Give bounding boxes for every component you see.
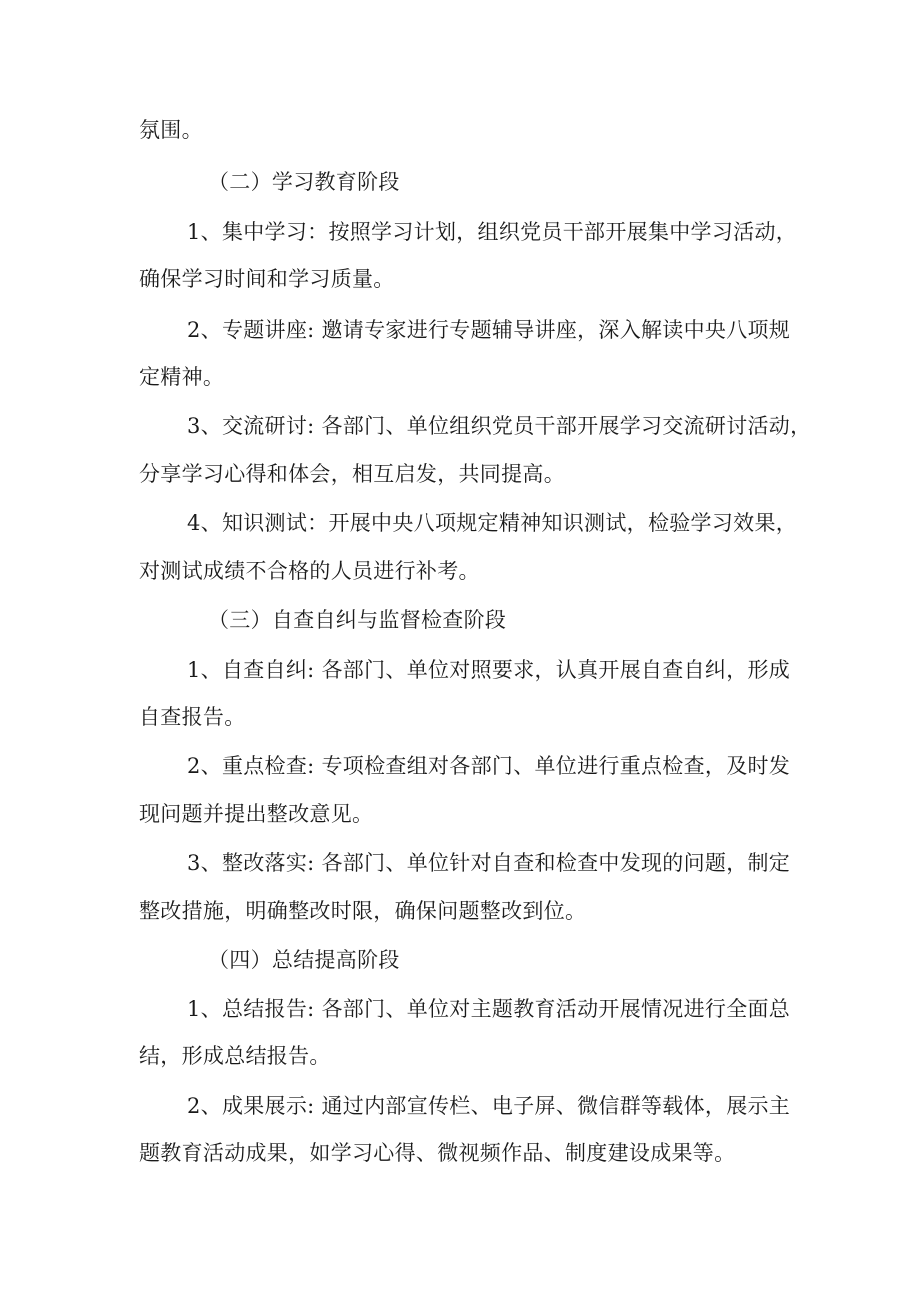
paragraph-line: 3、交流研讨: 各部门、单位组织党员干部开展学习交流研讨活动， bbox=[187, 414, 812, 438]
paragraph-line: 题教育活动成果，如学习心得、微视频作品、制度建设成果等。 bbox=[139, 1141, 736, 1165]
paragraph-line: 4、知识测试：开展中央八项规定精神知识测试，检验学习效果， bbox=[187, 511, 798, 535]
paragraph-line: 3、整改落实: 各部门、单位针对自查和检查中发现的问题，制定 bbox=[187, 851, 791, 875]
paragraph-line: 对测试成绩不合格的人员进行补考。 bbox=[139, 559, 480, 583]
section-heading: （二）学习教育阶段 bbox=[208, 170, 400, 194]
section-heading: （四）总结提高阶段 bbox=[208, 948, 400, 972]
paragraph-line: 1、自查自纠: 各部门、单位对照要求，认真开展自查自纠，形成 bbox=[187, 658, 791, 682]
paragraph-line: 氛围。 bbox=[139, 118, 203, 142]
paragraph-line: 2、重点检查: 专项检查组对各部门、单位进行重点检查，及时发 bbox=[187, 754, 791, 778]
paragraph-line: 整改措施，明确整改时限，确保问题整改到位。 bbox=[139, 899, 587, 923]
paragraph-line: 现问题并提出整改意见。 bbox=[139, 802, 374, 826]
paragraph-line: 分享学习心得和体会，相互启发，共同提高。 bbox=[139, 462, 565, 486]
paragraph-line: 定精神。 bbox=[139, 365, 225, 389]
section-heading: （三）自查自纠与监督检查阶段 bbox=[208, 608, 507, 632]
paragraph-line: 结，形成总结报告。 bbox=[139, 1044, 331, 1068]
paragraph-line: 自查报告。 bbox=[139, 705, 246, 729]
paragraph-line: 1、总结报告: 各部门、单位对主题教育活动开展情况进行全面总 bbox=[187, 997, 791, 1021]
paragraph-line: 2、专题讲座: 邀请专家进行专题辅导讲座，深入解读中央八项规 bbox=[187, 318, 791, 342]
paragraph-line: 1、集中学习：按照学习计划，组织党员干部开展集中学习活动， bbox=[187, 220, 798, 244]
paragraph-line: 2、成果展示: 通过内部宣传栏、电子屏、微信群等载体，展示主 bbox=[187, 1094, 791, 1118]
paragraph-line: 确保学习时间和学习质量。 bbox=[139, 267, 395, 291]
